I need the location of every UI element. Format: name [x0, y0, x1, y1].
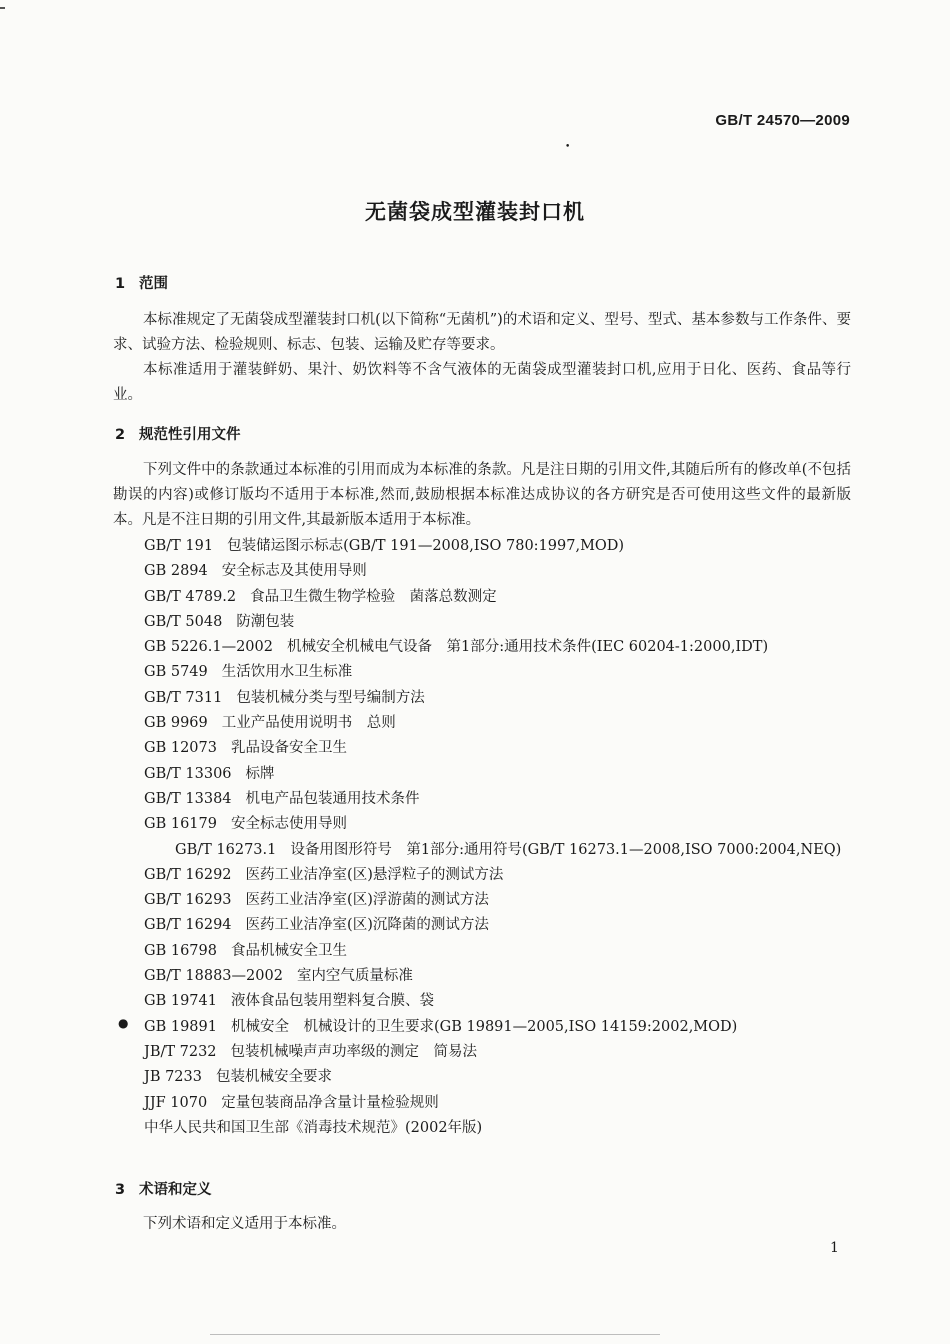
- reference-item: [113, 1040, 853, 1065]
- reference-title: 机械安全 机械设计的卫生要求(GB 19891—2005,ISO 14159:2002,MOD): [230, 1018, 738, 1035]
- standard-code: GB/T 24570—2009: [715, 112, 850, 129]
- reference-item: [113, 711, 853, 736]
- document-title: 无菌袋成型灌装封口机: [365, 200, 585, 224]
- reference-item: [113, 913, 853, 938]
- reference-title: 中华人民共和国卫生部《消毒技术规范》(2002年版): [144, 1119, 483, 1136]
- reference-title: 防潮包装: [236, 613, 295, 630]
- reference-title: 医药工业洁净室(区)浮游菌的测试方法: [245, 892, 489, 909]
- reference-item: [113, 888, 853, 913]
- scope-paragraph-1: 本标准规定了无菌袋成型灌装封口机(以下简称“无菌机”)的术语和定义、型号、型式、基本参数与工作条件、要求、试验方法、检验规则、标志、包装、运输及贮存等要求。: [113, 312, 851, 353]
- reference-title: 标牌: [245, 765, 275, 782]
- page-number: 1: [830, 1240, 839, 1256]
- reference-item: [113, 762, 853, 787]
- reference-item: [113, 838, 853, 863]
- reference-title: 包装机械安全要求: [215, 1069, 332, 1086]
- reference-code: GB 2894: [144, 563, 208, 580]
- reference-title: 食品机械安全卫生: [230, 942, 347, 959]
- references-intro: 下列文件中的条款通过本标准的引用而成为本标准的条款。凡是注日期的引用文件,其随后所有的修改单(不包括勘误的内容)或修订版均不适用于本标准,然而,鼓励根据本标准达成协议的各方研究是否可使用这些文件的最新版本。凡是不注日期的引用文件,其最新版本适用于本标准。: [113, 462, 851, 528]
- reference-code: GB/T 13306: [144, 765, 232, 782]
- reference-code: GB 19741: [144, 993, 217, 1010]
- reference-item: [113, 635, 853, 660]
- reference-code: GB 19891: [144, 1018, 217, 1035]
- reference-item: [113, 939, 853, 964]
- reference-item: [113, 610, 853, 635]
- reference-item: [113, 534, 853, 559]
- reference-title: 安全标志及其使用导则: [221, 563, 367, 580]
- reference-code: GB/T 18883—2002: [144, 968, 283, 985]
- section-2-heading: [115, 423, 241, 444]
- reference-item: [113, 989, 853, 1014]
- reference-code: GB 16798: [144, 942, 217, 959]
- reference-code: JB 7233: [144, 1069, 202, 1086]
- reference-code: JB/T 7232: [144, 1043, 217, 1060]
- reference-code: GB/T 16292: [144, 866, 232, 883]
- section-number: 2: [115, 427, 126, 443]
- reference-code: GB/T 16294: [144, 917, 232, 934]
- scan-edge-line: [210, 1334, 660, 1335]
- reference-code: GB/T 5048: [144, 613, 223, 630]
- reference-title: 工业产品使用说明书 总则: [221, 715, 396, 732]
- section-number: 3: [115, 1182, 126, 1198]
- reference-title: 医药工业洁净室(区)沉降菌的测试方法: [245, 917, 489, 934]
- terms-intro: 下列术语和定义适用于本标准。: [143, 1216, 346, 1232]
- reference-title: 食品卫生微生物学检验 菌落总数测定: [250, 588, 497, 605]
- section-1-heading: [115, 272, 168, 293]
- reference-title: 包装储运图示标志(GB/T 191—2008,ISO 780:1997,MOD): [227, 538, 625, 554]
- reference-item: [113, 559, 853, 584]
- reference-title: 包装机械分类与型号编制方法: [236, 689, 425, 706]
- reference-code: GB 9969: [144, 715, 208, 732]
- reference-item: [113, 964, 853, 989]
- reference-item: [113, 1116, 853, 1141]
- reference-item: [113, 1091, 853, 1116]
- reference-code: GB/T 4789.2: [144, 588, 237, 605]
- section-title: 术语和定义: [139, 1182, 212, 1198]
- reference-code: GB/T 7311: [144, 689, 223, 706]
- reference-item: [113, 686, 853, 711]
- reference-item: [113, 585, 853, 610]
- section-number: 1: [115, 276, 126, 292]
- reference-title: 液体食品包装用塑料复合膜、袋: [230, 993, 434, 1010]
- reference-code: GB 5226.1—2002: [144, 639, 273, 656]
- reference-title: 室内空气质量标准: [296, 968, 413, 985]
- section-title: 范围: [139, 276, 168, 292]
- reference-code: GB/T 13384: [144, 790, 232, 807]
- reference-code: GB 12073: [144, 740, 217, 757]
- reference-code: GB/T 16273.1: [175, 841, 277, 858]
- reference-title: 机械安全机械电气设备 第1部分:通用技术条件(IEC 60204-1:2000,IDT): [287, 639, 769, 656]
- reference-title: 机电产品包装通用技术条件: [245, 790, 420, 807]
- reference-code: JJF 1070: [144, 1094, 208, 1111]
- reference-item: [113, 863, 853, 888]
- reference-code: GB/T 191: [144, 538, 214, 554]
- reference-item: [113, 787, 853, 812]
- reference-item: [113, 1065, 853, 1090]
- reference-title: 包装机械噪声声功率级的测定 简易法: [230, 1043, 478, 1060]
- section-title: 规范性引用文件: [139, 427, 241, 443]
- reference-title: 定量包装商品净含量计量检验规则: [221, 1094, 439, 1111]
- reference-item: [113, 1015, 853, 1040]
- reference-item: [113, 812, 853, 837]
- reference-title: 设备用图形符号 第1部分:通用符号(GB/T 16273.1—2008,ISO 7000:2004,NEQ): [290, 841, 842, 858]
- reference-title: 生活饮用水卫生标准: [221, 664, 353, 681]
- reference-title: 医药工业洁净室(区)悬浮粒子的测试方法: [245, 866, 504, 883]
- scan-speck: •: [565, 142, 571, 152]
- reference-title: 安全标志使用导则: [230, 816, 347, 833]
- reference-code: GB 16179: [144, 816, 217, 833]
- scan-mark: [0, 7, 5, 9]
- reference-code: GB/T 16293: [144, 892, 232, 909]
- reference-list: [113, 534, 853, 1141]
- reference-title: 乳品设备安全卫生: [230, 740, 347, 757]
- reference-item: [113, 660, 853, 685]
- margin-mark: ●: [118, 1016, 129, 1030]
- scope-paragraph-2: 本标准适用于灌装鲜奶、果汁、奶饮料等不含气液体的无菌袋成型灌装封口机,应用于日化、医药、食品等行业。: [113, 362, 851, 403]
- reference-item: [113, 736, 853, 761]
- reference-code: GB 5749: [144, 664, 208, 681]
- section-3-heading: [115, 1178, 212, 1199]
